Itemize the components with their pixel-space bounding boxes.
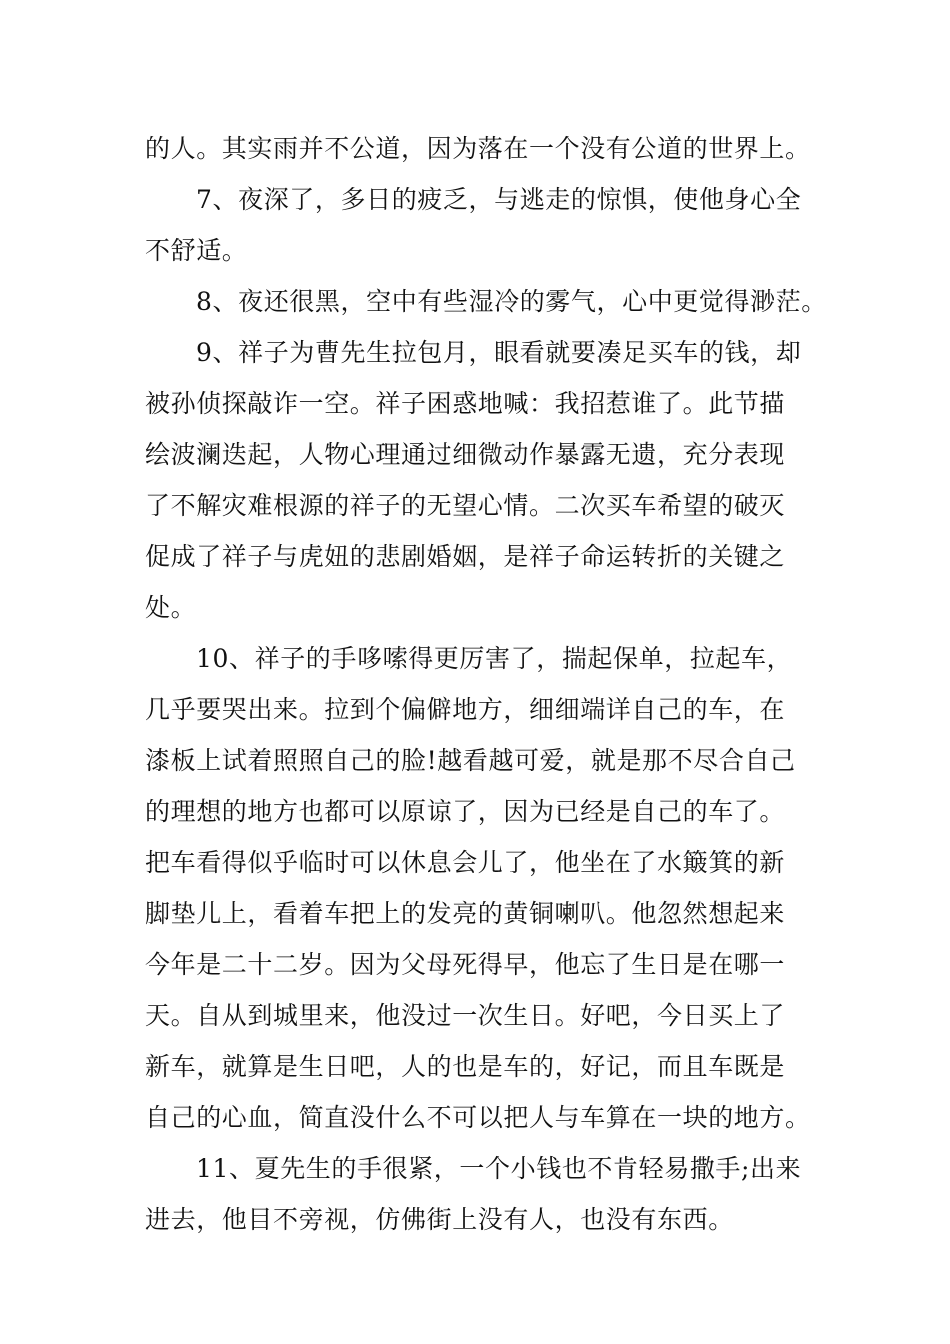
text-line-6: 被孙侦探敲诈一空。祥子困惑地喊：我招惹谁了。此节描: [145, 389, 786, 418]
text-line-14: 的理想的地方也都可以原谅了，因为已经是自己的车了。: [145, 797, 786, 826]
text-line-19: 新车，就算是生日吧，人的也是车的，好记，而且车既是: [145, 1052, 786, 1081]
text-line-11: 10、祥子的手哆嗦得更厉害了，揣起保单，拉起车，: [196, 644, 793, 673]
text-line-18: 天。自从到城里来，他没过一次生日。好吧，今日买上了: [145, 1001, 786, 1030]
text-line-17: 今年是二十二岁。因为父母死得早，他忘了生日是在哪一: [145, 950, 786, 979]
text-line-5: 9、祥子为曹先生拉包月，眼看就要凑足买车的钱，却: [196, 338, 802, 367]
text-line-4: 8、夜还很黑，空中有些湿冷的雾气，心中更觉得渺茫。: [196, 287, 827, 316]
text-line-10: 处。: [145, 593, 197, 622]
text-line-7: 绘波澜迭起，人物心理通过细微动作暴露无遗，充分表现: [145, 440, 786, 469]
text-line-1: 的人。其实雨并不公道，因为落在一个没有公道的世界上。: [145, 134, 811, 163]
text-line-8: 了不解灾难根源的祥子的无望心情。二次买车希望的破灭: [145, 491, 786, 520]
text-line-20: 自己的心血，简直没什么不可以把人与车算在一块的地方。: [145, 1103, 811, 1132]
text-line-2: 7、夜深了，多日的疲乏，与逃走的惊惧，使他身心全: [196, 185, 802, 214]
text-line-3: 不舒适。: [145, 236, 248, 265]
text-line-13: 漆板上试着照照自己的脸!越看越可爱，就是那不尽合自己: [145, 746, 796, 775]
text-line-12: 几乎要哭出来。拉到个偏僻地方，细细端详自己的车，在: [145, 695, 786, 724]
text-line-21: 11、夏先生的手很紧，一个小钱也不肯轻易撒手;出来: [196, 1154, 802, 1183]
text-line-16: 脚垫儿上，看着车把上的发亮的黄铜喇叭。他忽然想起来: [145, 899, 786, 928]
text-line-15: 把车看得似乎临时可以休息会儿了，他坐在了水簸箕的新: [145, 848, 786, 877]
text-line-9: 促成了祥子与虎妞的悲剧婚姻，是祥子命运转折的关键之: [145, 542, 786, 571]
text-line-22: 进去，他目不旁视，仿佛街上没有人，也没有东西。: [145, 1205, 734, 1234]
